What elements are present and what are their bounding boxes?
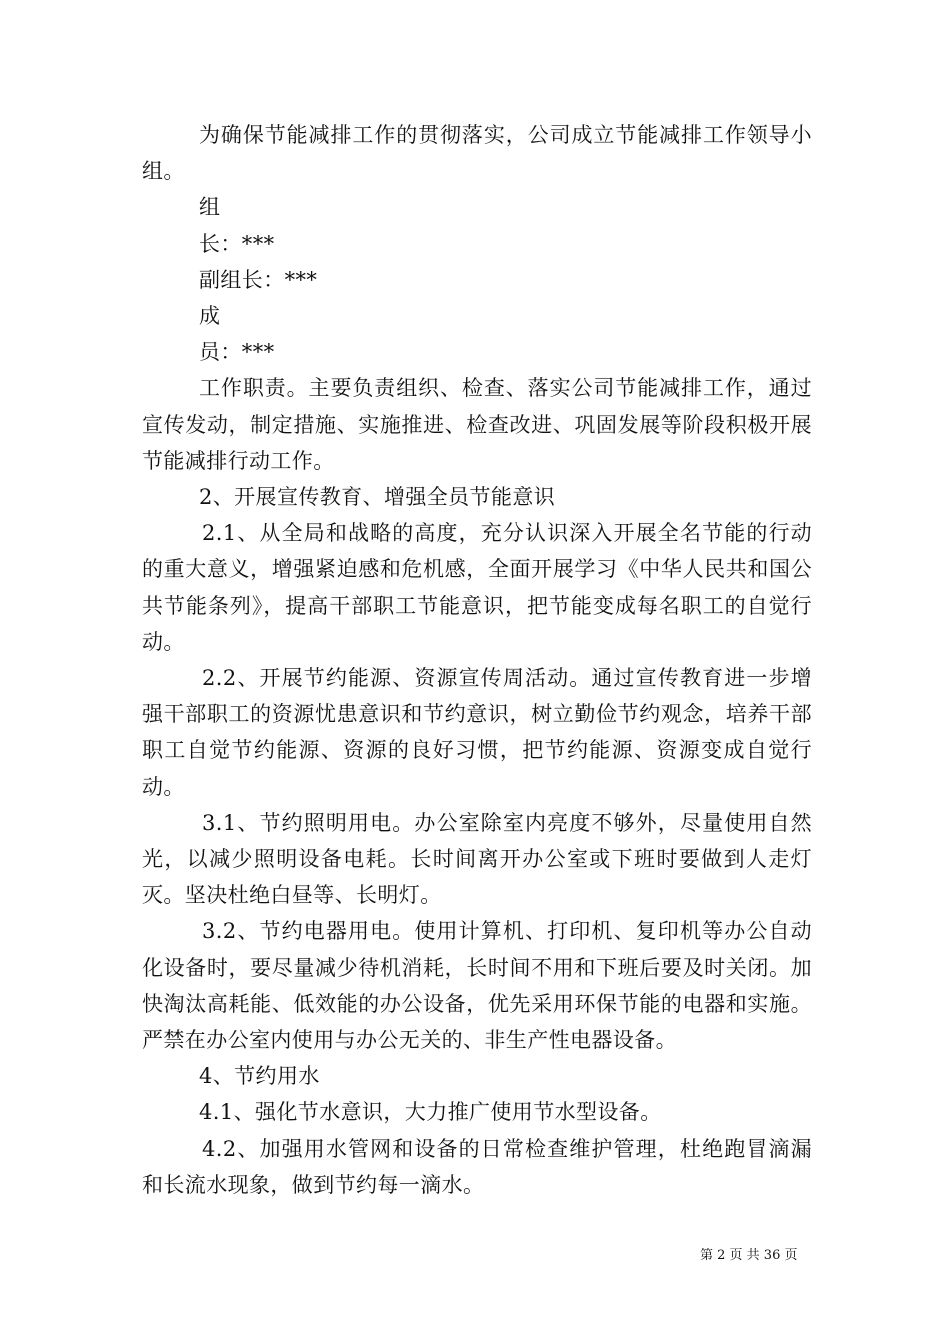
paragraph-3-2: 3.2、节约电器用电。使用计算机、打印机、复印机等办公自动化设备时，要尽量减少待机消耗，长时间不用和下班后要及时关闭。加快淘汰高耗能、低效能的办公设备，优先采用环保节能的电器和实施。严禁在办公室内使用与办公无关的、非生产性电器设备。: [142, 919, 812, 1053]
page-number-footer: 第 2 页 共 36 页: [700, 1248, 798, 1263]
paragraph-4-2: 4.2、加强用水管网和设备的日常检查维护管理，杜绝跑冒滴漏和长流水现象，做到节约每一滴水。: [142, 1136, 812, 1197]
paragraph-intro: 为确保节能减排工作的贯彻落实，公司成立节能减排工作领导小组。: [142, 123, 812, 184]
paragraph-3-1: 3.1、节约照明用电。办公室除室内亮度不够外，尽量使用自然光，以减少照明设备电耗。长时间离开办公室或下班时要做到人走灯灭。坚决杜绝白昼等、长明灯。: [142, 810, 812, 908]
paragraph-2-1: 2.1、从全局和战略的高度，充分认识深入开展全名节能的行动的重大意义，增强紧迫感和危机感，全面开展学习《中华人民共和国公共节能条列》，提高干部职工节能意识，把节能变成每名职工的自觉行动。: [142, 521, 812, 654]
paragraph-leader-value: 长：***: [199, 231, 275, 256]
paragraph-2-2: 2.2、开展节约能源、资源宣传周活动。通过宣传教育进一步增强干部职工的资源忧患意识和节约意识，树立勤俭节约观念，培养干部职工自觉节约能源、资源的良好习惯，把节约能源、资源变成自觉行动。: [142, 666, 812, 799]
paragraph-duties: 工作职责。主要负责组织、检查、落实公司节能减排工作，通过宣传发动，制定措施、实施推进、检查改进、巩固发展等阶段积极开展节能减排行动工作。: [142, 376, 812, 473]
paragraph-member-value: 员：***: [199, 340, 275, 365]
paragraph-member-label: 成: [199, 304, 221, 329]
paragraph-leader-label: 组: [199, 195, 221, 220]
paragraph-4-1: 4.1、强化节水意识，大力推广使用节水型设备。: [199, 1100, 662, 1125]
section-heading-4: 4、节约用水: [199, 1064, 320, 1089]
section-heading-2: 2、开展宣传教育、增强全员节能意识: [199, 485, 556, 510]
paragraph-deputy-leader: 副组长：***: [199, 267, 318, 292]
document-body: [142, 117, 812, 1203]
